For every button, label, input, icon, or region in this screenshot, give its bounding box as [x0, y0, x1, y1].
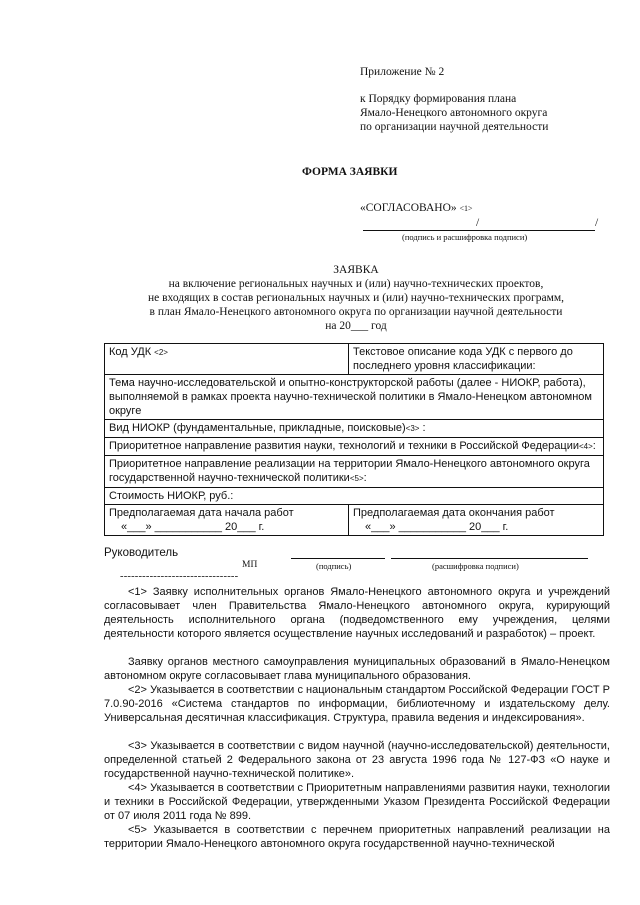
kind-note-ref: <3>: [405, 424, 420, 433]
udk-note-ref: <2>: [154, 348, 168, 357]
cell-priority-rf: [105, 438, 604, 456]
request-line-3: в план Ямало-Ненецкого автономного округа по организации научной деятельности: [149, 306, 563, 318]
request-title: ЗАЯВКА: [333, 264, 379, 276]
row-priority-yanao: [105, 456, 604, 488]
approval-slash-1: /: [476, 217, 480, 229]
cell-kind: [105, 420, 604, 438]
kind-label: Вид НИОКР (фундаментальные, прикладные, поисковые): [109, 422, 406, 434]
footnote-3-text: <3> Указывается в соответствии с видом научной (научно-исследовательской) деятельности, определенной статьей 2 Федерального закона от 23 августа 1996 года № 127-ФЗ «О науке и государственной научно-технической политике».: [104, 740, 610, 780]
end-date-blank: «___» ___________ 20___ г.: [365, 521, 509, 533]
form-title: ФОРМА ЗАЯВКИ: [302, 166, 398, 178]
cell-end-date: [349, 505, 604, 536]
footnote-separator: --------------------------------: [120, 571, 239, 582]
row-udk: [105, 344, 604, 375]
row-topic: [105, 375, 604, 420]
footnote-1b-text: Заявку органов местного самоуправления муниципальных образований в Ямало-Ненецком автономном округе согласовывает глава муниципального образования.: [104, 656, 610, 682]
appendix-line-3: по организации научной деятельности: [360, 121, 549, 133]
cell-cost: [105, 488, 604, 505]
udk-desc-label: Текстовое описание кода УДК с первого до последнего уровня классификации:: [353, 346, 573, 372]
appendix-line-2: Ямало-Ненецкого автономного округа: [360, 107, 548, 119]
stamp-label: МП: [242, 560, 258, 570]
approval-text: «СОГЛАСОВАНО»: [360, 202, 457, 214]
footnote-2-text: <2> Указывается в соответствии с национальным стандартом Российской Федерации ГОСТ Р 7.0.90-2016 «Система стандартов по информации, библиотечному и издательскому делу. Универсальная десятичная классификация. Структура, правила ведения и индексирования».: [104, 684, 610, 724]
cell-start-date: [105, 505, 349, 536]
end-date-label: Предполагаемая дата окончания работ: [353, 507, 555, 519]
start-date-label: Предполагаемая дата начала работ: [109, 507, 294, 519]
topic-label: Тема научно-исследовательской и опытно-конструкторской работы (далее - НИОКР, работа), выполняемой в рамках проекта научно-технической политики в Ямало-Ненецком автономном округе: [109, 377, 592, 417]
footnote-5-text: <5> Указывается в соответствии с перечнем приоритетных направлений реализации на территории Ямало-Ненецкого автономного округа государственной научно-технической: [104, 824, 610, 850]
footnote-3: [104, 739, 610, 781]
appendix-line-1: к Порядку формирования плана: [360, 93, 517, 105]
footnote-4-text: <4> Указывается в соответствии с Приоритетным направлениями развития науки, технологии и техники в Российской Федерации, утвержденными Указом Президента Российской Федерации от 07 июля 2011 года № 899.: [104, 782, 610, 822]
sign-caption: (подпись): [316, 561, 352, 571]
footnote-1b: [104, 655, 610, 683]
approval-slash-2: /: [595, 217, 599, 229]
cell-priority-yanao: [105, 456, 604, 488]
row-cost: [105, 488, 604, 505]
priority-rf-note-ref: <4>: [579, 442, 593, 451]
row-dates: [105, 505, 604, 536]
footnote-1: [104, 585, 610, 641]
approval-caption: (подпись и расшифровка подписи): [402, 232, 528, 242]
decode-line: [391, 558, 588, 559]
priority-rf-tail: :: [592, 440, 596, 452]
priority-rf-label: Приоритетное направление развития науки, технологий и техники в Российской Федерации: [109, 440, 579, 452]
row-kind: [105, 420, 604, 438]
decode-caption: (расшифровка подписи): [432, 561, 519, 571]
kind-tail: :: [419, 422, 426, 434]
head-label: Руководитель: [104, 547, 179, 559]
approval-note-ref: <1>: [459, 204, 473, 213]
appendix-number: Приложение № 2: [360, 66, 445, 78]
cell-topic: [105, 375, 604, 420]
sign-line: [291, 558, 385, 559]
request-line-2: не входящих в состав региональных научных и (или) научно-технических программ,: [147, 292, 565, 304]
approval-signature-line: [363, 230, 595, 231]
request-line-1: на включение региональных научных и (или) научно-технических проектов,: [168, 278, 544, 290]
cell-udk-code: [105, 344, 349, 375]
footnote-5: [104, 823, 610, 851]
cell-udk-desc: [349, 344, 604, 375]
priority-yanao-tail: :: [363, 472, 367, 484]
footnote-1-text: <1> Заявку исполнительных органов Ямало-Ненецкого автономного округа и учреждений согласовывает член Правительства Ямало-Ненецкого автономного округа, курирующий деятельность исполнительного органа (подведомственного ему учреждения, целями деятельности которого является осуществление научных исследований и разработок) – проект.: [104, 586, 610, 640]
request-line-4: на 20___ год: [325, 320, 387, 332]
approval-label: [360, 202, 473, 214]
application-table: [104, 343, 604, 536]
start-date-blank: «___» ___________ 20___ г.: [121, 521, 265, 533]
footnote-2: [104, 683, 610, 725]
row-priority-rf: [105, 438, 604, 456]
udk-code-label: Код УДК: [109, 346, 155, 358]
priority-yanao-label: Приоритетное направление реализации на территории Ямало-Ненецкого автономного округа государственной научно-технической политики: [109, 458, 590, 484]
cost-label: Стоимость НИОКР, руб.:: [109, 490, 234, 502]
footnote-4: [104, 781, 610, 823]
priority-yanao-note-ref: <5>: [349, 474, 364, 483]
